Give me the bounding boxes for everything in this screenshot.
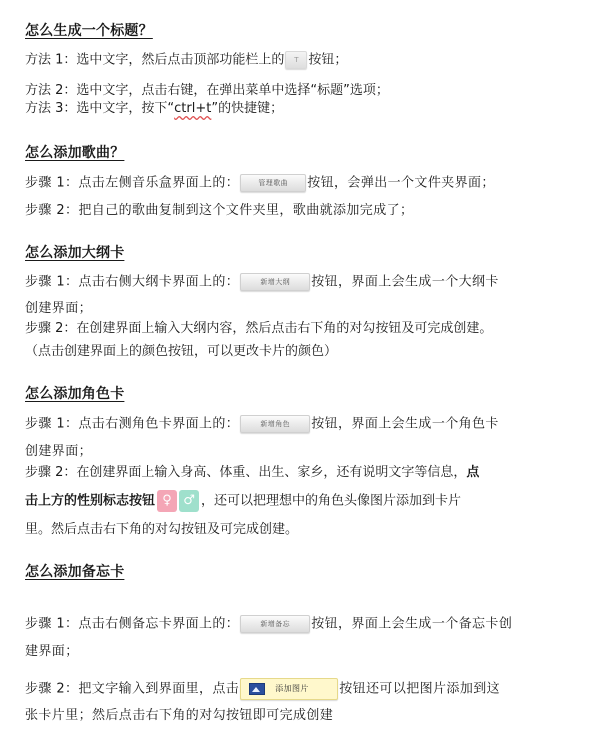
role-step-2-bold: 点 — [466, 465, 480, 480]
song-step-2: 步骤 2：把自己的歌曲复制到这个文件夹里，歌曲就添加完成了； — [25, 203, 414, 218]
role-step-1-text-end: 按钮，界面上会生成一个角色卡 — [311, 416, 499, 432]
memo-step-1 — [25, 615, 512, 633]
memo-step-2-text: 步骤 2：把文字输入到界面里，点击 — [25, 681, 240, 697]
heading-role: 怎么添加角色卡 — [25, 386, 125, 402]
add-image-button-image — [240, 678, 338, 700]
gender-buttons-image — [157, 490, 199, 512]
memo-step-1-text-end: 按钮，界面上会生成一个备忘卡创 — [311, 616, 513, 632]
method-3-text: 方法 3：选中文字，按下“ — [25, 101, 175, 116]
method-2: 方法 2：选中文字，点击右键，在弹出菜单中选择“标题”选项； — [25, 83, 389, 98]
outline-step-1-text-end: 按钮，界面上会生成一个大纲卡 — [311, 274, 499, 290]
method-3-text-end: ”的快捷键； — [211, 101, 284, 116]
role-step-2-cont — [25, 490, 461, 512]
outline-note: （点击创建界面上的颜色按钮，可以更改卡片的颜色） — [25, 344, 338, 359]
song-step-1-text: 步骤 1：点击左侧音乐盒界面上的： — [25, 175, 240, 191]
method-1-text: 方法 1：选中文字，然后点击顶部功能栏上的 — [25, 52, 285, 68]
role-step-2-end: 里。然后点击右下角的对勾按钮及可完成创建。 — [25, 522, 299, 537]
role-step-2-text-mid: ，还可以把理想中的角色头像图片添加到卡片 — [201, 493, 462, 509]
image-icon — [249, 683, 265, 695]
method-1-text-end: 按钮； — [308, 52, 348, 68]
heading-song: 怎么添加歌曲？ — [25, 145, 125, 161]
role-step-2 — [25, 464, 479, 481]
role-step-1-cont: 创建界面； — [25, 444, 93, 459]
outline-step-1 — [25, 273, 499, 291]
method-3 — [25, 100, 283, 117]
memo-step-2-text-end: 按钮还可以把图片添加到这 — [339, 681, 501, 697]
memo-step-2 — [25, 678, 500, 700]
outline-step-1-text: 步骤 1：点击右侧大纲卡界面上的： — [25, 274, 240, 290]
memo-step-1-text: 步骤 1：点击右侧备忘卡界面上的： — [25, 616, 240, 632]
outline-step-2: 步骤 2：在创建界面上输入大纲内容，然后点击右下角的对勾按钮及可完成创建。 — [25, 321, 493, 336]
manage-songs-button-image: 管理歌曲 — [240, 174, 306, 192]
method-1 — [25, 51, 347, 69]
outline-step-1-cont: 创建界面； — [25, 301, 93, 316]
heading-title: 怎么生成一个标题？ — [25, 23, 153, 39]
add-role-button-image: 新增角色 — [240, 415, 310, 433]
role-step-2-bold-cont: 击上方的性别标志按钮 — [25, 493, 156, 509]
shortcut-key: ctrl+t — [174, 101, 212, 116]
role-step-1 — [25, 415, 499, 433]
male-icon: ♂ — [179, 490, 199, 512]
role-step-1-text: 步骤 1：点击右测角色卡界面上的： — [25, 416, 240, 432]
heading-memo: 怎么添加备忘卡 — [25, 564, 125, 580]
add-image-label: 添加图片 — [275, 684, 309, 693]
role-step-2-text: 步骤 2：在创建界面上输入身高、体重、出生、家乡，还有说明文字等信息， — [25, 465, 467, 480]
heading-outline: 怎么添加大纲卡 — [25, 245, 125, 261]
song-step-1 — [25, 174, 495, 192]
add-outline-button-image: 新增大纲 — [240, 273, 310, 291]
memo-step-2-cont: 张卡片里；然后点击右下角的对勾按钮即可完成创建 — [25, 708, 334, 723]
female-icon: ♀ — [157, 490, 177, 512]
song-step-1-text-end: 按钮，会弹出一个文件夹界面； — [307, 175, 495, 191]
title-toolbar-icon: T — [285, 51, 307, 69]
add-memo-button-image: 新增备忘 — [240, 615, 310, 633]
memo-step-1-cont: 建界面； — [25, 644, 79, 659]
